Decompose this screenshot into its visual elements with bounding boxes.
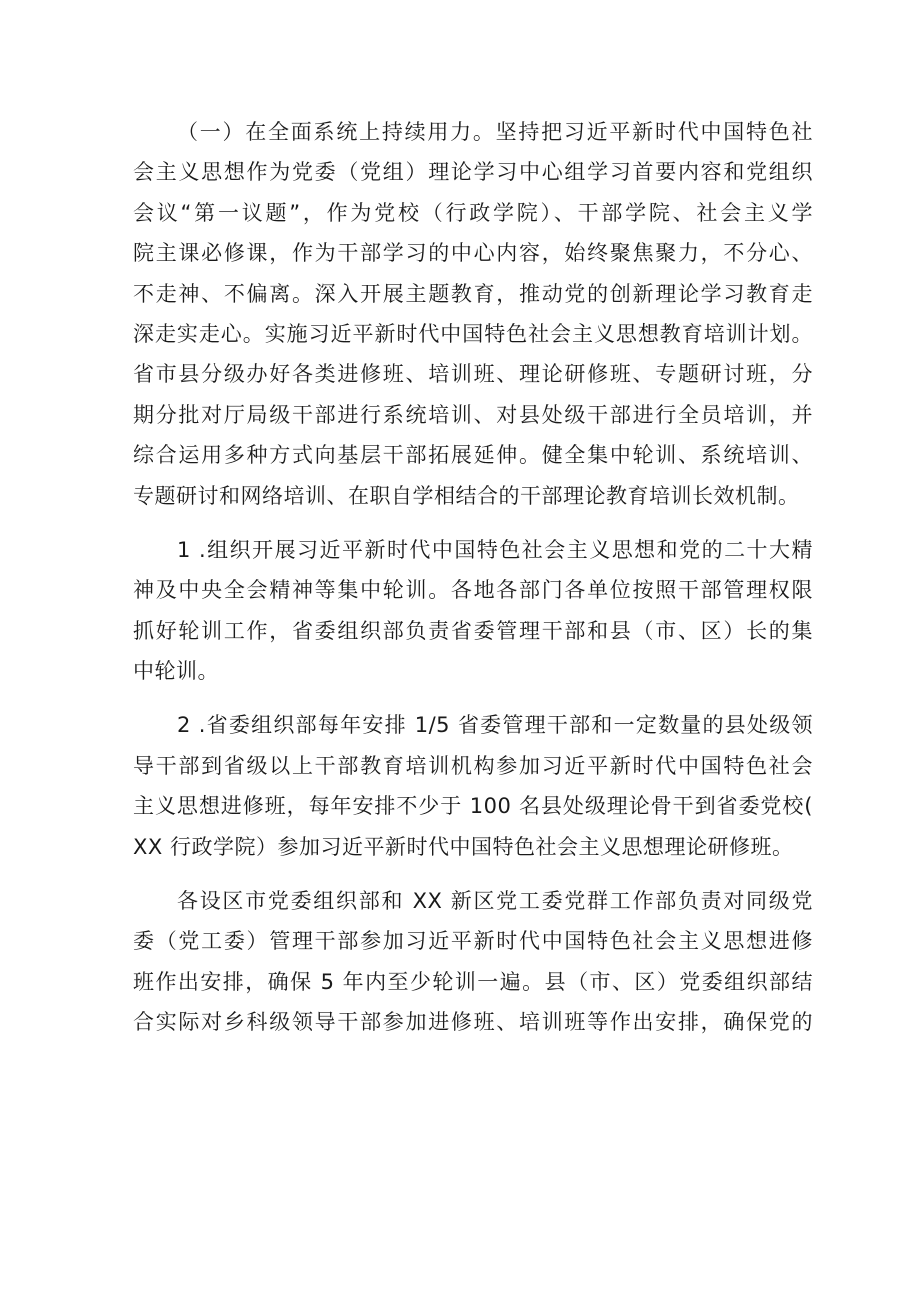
text-line: 专题研讨和网络培训、在职自学相结合的干部理论教育培训长效机制。 [133,483,800,508]
paragraph-gap [133,516,813,530]
text-line: 会主义思想作为党委（党组）理论学习中心组学习首要内容和党组织 [133,160,813,185]
text-line: 省市县分级办好各类进修班、培训班、理论研修班、专题研讨班，分 [133,362,813,387]
paragraph-item-1 [133,530,813,692]
text-line: 2 .省委组织部每年安排 1/5 省委管理干部和一定数量的县处级领 [177,713,813,738]
text-line: 神及中央全会精神等集中轮训。各地各部门各单位按照干部管理权限 [133,578,813,603]
paragraph-section-1 [133,112,813,516]
text-line: 1 .组织开展习近平新时代中国特色社会主义思想和党的二十大精 [177,537,813,562]
paragraph-gap [133,867,813,881]
text-line: XX 行政学院）参加习近平新时代中国特色社会主义思想理论研修班。 [133,834,794,859]
text-line: 委（党工委）管理干部参加习近平新时代中国特色社会主义思想进修 [133,929,813,954]
text-line: 班作出安排，确保 5 年内至少轮训一遍。县（市、区）党委组织部结 [133,969,813,994]
text-line: （一）在全面系统上持续用力。坚持把习近平新时代中国特色社 [177,120,813,144]
text-line: 综合运用多种方式向基层干部拓展延伸。健全集中轮训、系统培训、 [133,443,813,468]
text-line: 主义思想进修班，每年安排不少于 100 名县处级理论骨干到省委党校( [133,794,813,819]
paragraph-section-2 [133,881,813,1043]
document-body [133,112,813,1043]
paragraph-item-2 [133,705,813,867]
text-line: 不走神、不偏离。深入开展主题教育，推动党的创新理论学习教育走 [133,281,813,306]
text-line: 各设区市党委组织部和 XX 新区党工委党群工作部负责对同级党 [177,889,813,914]
paragraph-gap [133,691,813,705]
text-line: 会议“第一议题”，作为党校（行政学院）、干部学院、社会主义学 [133,200,813,225]
text-line: 合实际对乡科级领导干部参加进修班、培训班等作出安排，确保党的 [133,1010,813,1035]
text-line: 期分批对厅局级干部进行系统培训、对县处级干部进行全员培训，并 [133,402,813,427]
text-line: 抓好轮训工作，省委组织部负责省委管理干部和县（市、区）长的集 [133,618,813,643]
text-line: 深走实走心。实施习近平新时代中国特色社会主义思想教育培训计划。 [133,321,813,346]
text-line: 院主课必修课，作为干部学习的中心内容，始终聚焦聚力，不分心、 [133,241,813,266]
text-line: 导干部到省级以上干部教育培训机构参加习近平新时代中国特色社会 [133,753,813,778]
text-line: 中轮训。 [133,659,219,684]
